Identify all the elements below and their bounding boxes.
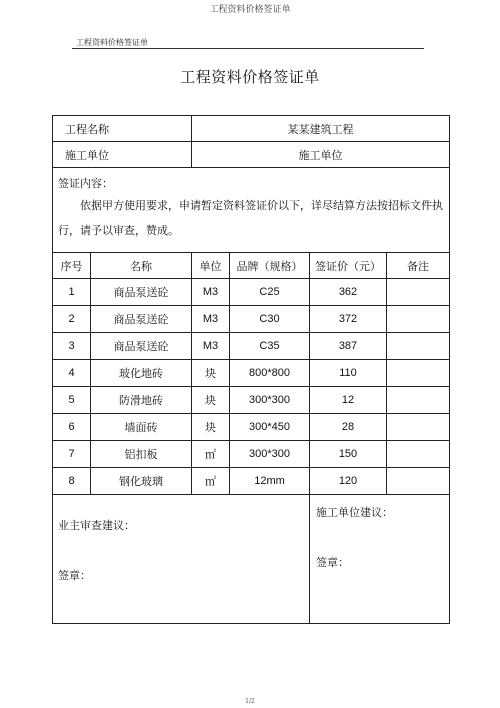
table-row (53, 468, 450, 495)
project-label: 工程名称 (53, 116, 192, 142)
contractor-opinion-cell (310, 495, 450, 624)
document-title: 工程资料价格签证单 (180, 68, 320, 86)
row-spec: 300*450 (230, 414, 310, 441)
row-spec: C35 (230, 333, 310, 360)
row-spec: 800*800 (230, 360, 310, 387)
row-unit: M3 (192, 279, 230, 306)
page-number: 1/2 (245, 698, 255, 705)
table-row (53, 387, 450, 414)
row-price: 387 (310, 333, 387, 360)
row-name: 玻化地砖 (91, 360, 192, 387)
header-spec: 品牌（规格） (230, 253, 310, 279)
row-unit: M3 (192, 306, 230, 333)
header-name: 名称 (91, 253, 192, 279)
header-price: 签证价（元） (310, 253, 387, 279)
row-spec: C30 (230, 306, 310, 333)
owner-opinion-cell (53, 495, 310, 624)
row-no: 5 (53, 387, 91, 414)
visa-form-table (52, 115, 450, 624)
row-remark (387, 279, 450, 306)
table-row (53, 279, 450, 306)
row-unit: ㎡ (192, 468, 230, 495)
row-remark (387, 387, 450, 414)
content-body: 依据甲方使用要求，申请暂定资料签证价以下，详尽结算方法按招标文件执行，请予以审查，赞成。 (58, 199, 443, 237)
header-unit: 单位 (192, 253, 230, 279)
row-name: 铝扣板 (91, 441, 192, 468)
row-remark (387, 360, 450, 387)
row-remark (387, 414, 450, 441)
contractor-value: 施工单位 (192, 142, 450, 168)
table-row (53, 414, 450, 441)
row-no: 6 (53, 414, 91, 441)
contractor-label: 施工单位 (53, 142, 192, 168)
contractor-signature-label: 签章： (316, 556, 349, 569)
header-remark: 备注 (387, 253, 450, 279)
row-spec: 12mm (230, 468, 310, 495)
content-cell (53, 168, 450, 253)
table-header-row (53, 253, 450, 279)
row-spec: 300*300 (230, 441, 310, 468)
row-no: 2 (53, 306, 91, 333)
row-unit: 块 (192, 360, 230, 387)
row-price: 28 (310, 414, 387, 441)
row-no: 7 (53, 441, 91, 468)
row-unit: 块 (192, 414, 230, 441)
table-row (53, 441, 450, 468)
row-no: 1 (53, 279, 91, 306)
row-remark (387, 468, 450, 495)
page-header: 工程资料价格签证单 (209, 5, 291, 15)
contractor-opinion-label: 施工单位建议： (316, 506, 393, 519)
table-row (53, 306, 450, 333)
row-price: 120 (310, 468, 387, 495)
row-price: 362 (310, 279, 387, 306)
row-unit: 块 (192, 387, 230, 414)
row-no: 8 (53, 468, 91, 495)
row-name: 商品泵送砼 (91, 333, 192, 360)
row-name: 墙面砖 (91, 414, 192, 441)
content-heading: 签证内容： (58, 177, 113, 190)
header-rule (72, 48, 424, 49)
content-row (53, 168, 450, 253)
owner-opinion-label: 业主审查建议： (58, 519, 135, 532)
row-remark (387, 441, 450, 468)
row-unit: ㎡ (192, 441, 230, 468)
row-no: 4 (53, 360, 91, 387)
row-remark (387, 333, 450, 360)
row-spec: 300*300 (230, 387, 310, 414)
row-remark (387, 306, 450, 333)
row-no: 3 (53, 333, 91, 360)
row-spec: C25 (230, 279, 310, 306)
project-row (53, 116, 450, 142)
contractor-row (53, 142, 450, 168)
table-row (53, 360, 450, 387)
running-header: 工程资料价格签证单 (76, 38, 148, 47)
row-price: 150 (310, 441, 387, 468)
row-name: 商品泵送砼 (91, 279, 192, 306)
row-name: 商品泵送砼 (91, 306, 192, 333)
row-name: 钢化玻璃 (91, 468, 192, 495)
owner-signature-label: 签章： (58, 569, 91, 582)
row-unit: M3 (192, 333, 230, 360)
row-price: 372 (310, 306, 387, 333)
row-price: 110 (310, 360, 387, 387)
opinion-row (53, 495, 450, 624)
table-row (53, 333, 450, 360)
project-value: 某某建筑工程 (192, 116, 450, 142)
row-name: 防滑地砖 (91, 387, 192, 414)
header-no: 序号 (53, 253, 91, 279)
row-price: 12 (310, 387, 387, 414)
